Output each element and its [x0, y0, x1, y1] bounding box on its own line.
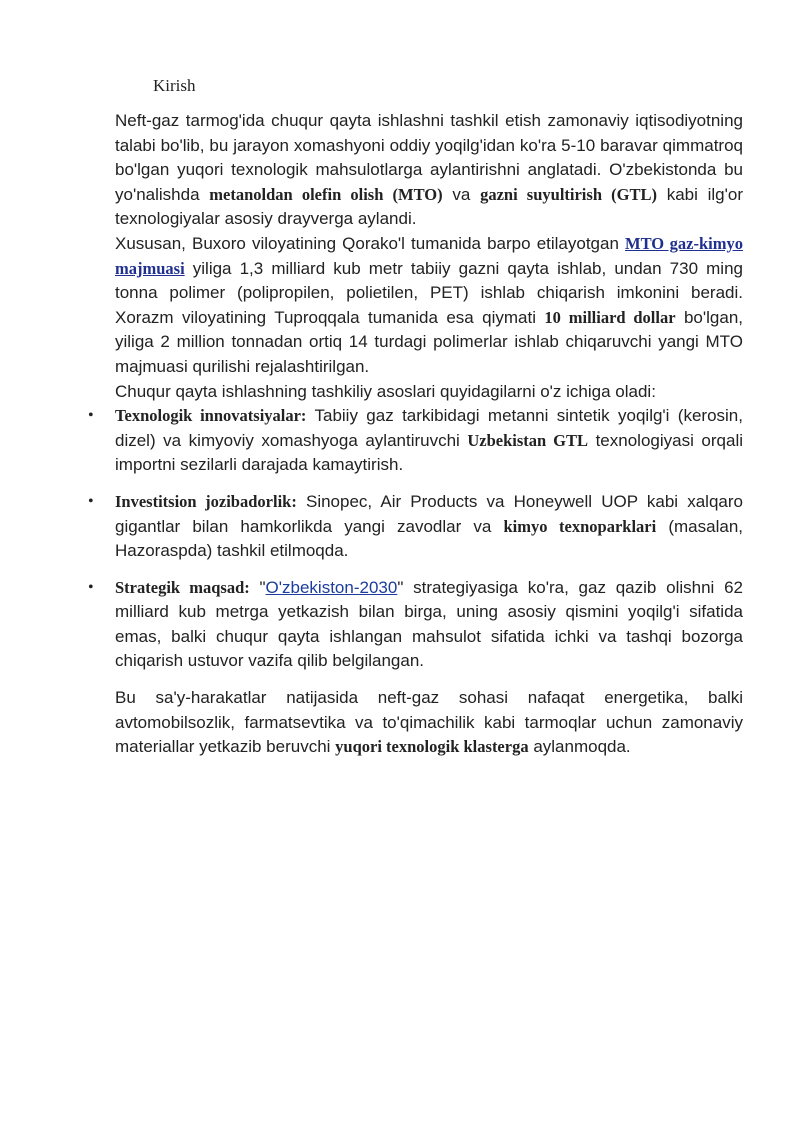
paragraph-text: va [442, 184, 481, 204]
list-item-text: Tabiiy gaz tarkibidagi metanni sintetik yoqilg'i (kerosin, dizel) va kimyoviy xomashyoga aylantiruvchi [115, 406, 743, 450]
strategy-2030-link[interactable]: O'zbekiston-2030 [265, 577, 398, 597]
paragraph-projects [115, 232, 743, 380]
paragraph-text: kabi ilg'or texnologiyalar asosiy drayverga aylandi. [115, 184, 743, 229]
section-heading: Kirish [153, 76, 196, 95]
paragraph-text: bo'lgan, yiliga 2 million tonnadan ortiq 14 turdagi polimerlar ishlab chiqaruvchi yangi MTO majmuasi qurilishi rejalashtirilgan. [115, 307, 743, 376]
document-body [88, 109, 744, 760]
paragraph-text: Bu sa'y-harakatlar natijasida neft-gaz sohasi nafaqat energetika, balki avtomobilsozlik, farmatsevtika va to'qimachilik kabi tarmoqlar uchun zamonaviy materiallar yetkazib beruvchi [115, 688, 743, 757]
bullet-icon: • [88, 578, 94, 596]
bullet-icon: • [88, 407, 94, 425]
list-item [88, 490, 744, 564]
list-item [88, 404, 743, 478]
bullet-list [88, 404, 744, 674]
list-item-text: texnologiyasi orqali importni sezilarli darajada kamaytirish. [115, 430, 743, 475]
paragraph-text: yiliga 1,3 milliard kub metr tabiiy gazni qayta ishlab, undan 730 ming tonna polimer (polipropilen, polietilen, PET) ishlab chiqarish imkonini beradi. Xorazm viloyatining Tuproqqala tumanida esa qiymati [115, 258, 743, 327]
bullet-icon: • [88, 492, 94, 510]
paragraph-text: Neft-gaz tarmog'ida chuqur qayta ishlashni tashkil etish zamonaviy iqtisodiyotning talabi bo'lib, bu jarayon xomashyoni oddiy yoqilg'idan ko'ra 5-10 baravar qimmatroq bo'lgan yuqori texnologik mahsulotlarga aylantirishni anglatadi. O'zbekistonda bu yo'nalishda [115, 111, 743, 204]
bold-term-technoparks: kimyo texnoparklari [503, 516, 657, 536]
paragraph-list-intro: Chuqur qayta ishlashning tashkiliy asoslari quyidagilarni o'z ichiga oladi: [115, 381, 656, 401]
list-item-text: Sinopec, Air Products va Honeywell UOP kabi xalqaro gigantlar bilan hamkorlikda yangi zavodlar va [115, 491, 743, 536]
list-item-text: (masalan, Hazoraspda) tashkil etilmoqda. [115, 516, 744, 561]
mto-complex-link[interactable]: MTO gaz-kimyo majmuasi [115, 233, 743, 278]
bold-term-uzbekistan-gtl: Uzbekistan GTL [467, 430, 589, 450]
bold-term-gtl: gazni suyultirish (GTL) [480, 184, 657, 204]
list-item [88, 576, 743, 674]
list-item-label: Investitsion jozibadorlik: [115, 491, 297, 511]
bold-term-cluster: yuqori texnologik klasterga [335, 737, 529, 757]
paragraph-intro [115, 109, 743, 232]
list-item-text: " [249, 577, 266, 597]
paragraph-conclusion [115, 686, 743, 760]
list-item-text: " strategiyasiga ko'ra, gaz qazib olishni 62 milliard kub metrga yetkazish bilan birga, uning asosiy qismini yoqilg'i sifatida emas, balki chuqur qayta ishlangan mahsulot sifatida ichki va tashqi bozorga chiqarish ustuvor vazifa qilib belgilangan. [115, 577, 743, 671]
paragraph-text: aylanmoqda. [528, 737, 631, 757]
list-item-label: Strategik maqsad: [115, 577, 250, 597]
bold-term-mto: metanoldan olefin olish (MTO) [209, 184, 443, 204]
bold-term-investment: 10 milliard dollar [544, 307, 676, 327]
paragraph-text: Xususan, Buxoro viloyatining Qorako'l tumanida barpo etilayotgan [115, 233, 626, 253]
list-item-label: Texnologik innovatsiyalar: [115, 406, 307, 426]
